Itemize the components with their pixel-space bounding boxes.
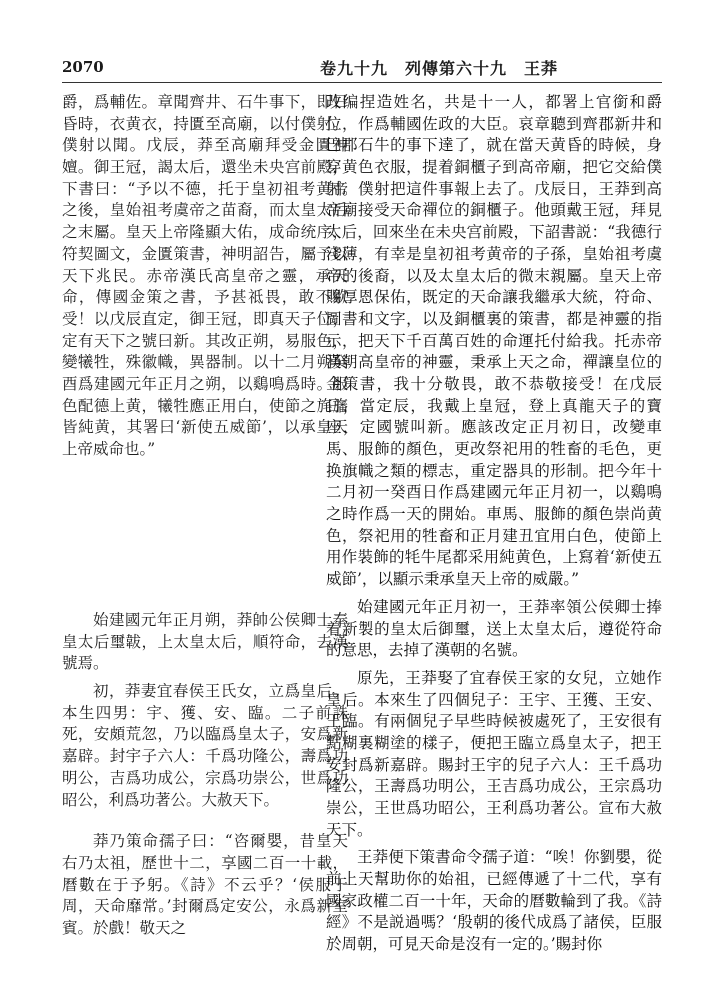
page-number: 2070 bbox=[62, 58, 104, 76]
translation-paragraph-2: 始建國元年正月初一，王莽率領公侯卿士捧着新製的皇太后御璽，送上太皇太后，遵從符命的意思，去掉了漢朝的名號。 bbox=[326, 597, 662, 660]
translation-paragraph-1: 改编捏造姓名，共是十一人，都署上官銜和爵位，作爲輔國佐政的大臣。哀章聽到齊郡新井和巴郡石牛的事下達了，就在當天黄昏的時候，身穿黄色衣服，提着銅櫃子到高帝廟，把它交給僕射。僕射把這件事報上去了。戊辰日，王莽到高帝廟接受天命禪位的銅櫃子。他頭戴王冠，拜見太后，回來坐在未央宫前殿，下詔書説：“我德行淺薄，有幸是皇初祖考黄帝的子孫，皇始祖考虞帝的後裔，以及太皇太后的微末親屬。皇天上帝賜厚恩保佑，既定的天命讓我繼承大統，符命、圖書和文字，以及銅櫃裏的策書，都是神靈的指示，把天下千百萬百姓的命運托付給我。托赤帝漢朝高皇帝的神靈，秉承上天之命，禪讓皇位的金策書，我十分敬畏，敢不恭敬接受！在戊辰日，當定辰，我戴上皇冠，登上真龍天子的寶座，定國號叫新。應該改定正月初日，改變車馬、服飾的顏色，更改祭祀用的牲畜的毛色，更换旗幟之類的標志，重定器具的形制。把今年十二月初一癸酉日作爲建國元年正月初一，以鷄鳴之時作爲一天的開始。車馬、服飾的顏色崇尚黄色，祭祀用的牲畜和正月建丑宜用白色，使節上用作裝飾的牦牛尾都采用純黄色，上寫着‘新使五威節’，以顯示秉承皇天上帝的威嚴。” bbox=[326, 93, 662, 589]
classical-paragraph-2: 始建國元年正月朔，莽帥公侯卿士奉皇太后璽韍，上太皇太后，順符命，去漢號焉。 bbox=[62, 611, 348, 673]
translation-paragraph-3: 原先，王莽娶了宜春侯王家的女兒，立她作皇后。本來生了四個兒子：王宇、王獲、王安、王臨。有兩個兒子早些時候被處死了，王安很有點糊裏糊塗的樣子，便把王臨立爲皇太子，把王安封爲新嘉辟。賜封王宇的兒子六人：王千爲功隆公，王壽爲功明公，王吉爲功成公，王宗爲功崇公，王世爲功昭公，王利爲功著公。宣布大赦天下。 bbox=[326, 668, 662, 839]
classical-text-column-lower bbox=[62, 610, 348, 940]
translation-column bbox=[326, 92, 662, 956]
running-title: 卷九十九 列傳第六十九 王莽 bbox=[320, 59, 559, 78]
translation-paragraph-4: 王莽便下策書命令孺子道：“唉！你劉嬰，從前上天幫助你的始祖，已經傳遞了十二代，享有國家政權二百一十年，天命的曆數輪到了我。《詩經》不是説過嗎？‘殷朝的後代成爲了諸侯，臣服於周朝，可見天命是沒有一定的。’賜封你 bbox=[326, 848, 662, 954]
classical-text-column bbox=[62, 92, 348, 461]
page-header bbox=[62, 56, 662, 80]
classical-paragraph-1: 爵，爲輔佐。章聞齊井、石牛事下，即日昏時，衣黄衣，持匱至高廟，以付僕射。僕射以聞。戊辰，莽至高廟拜受金匱神嬗。御王冠，謁太后，還坐未央宫前殿，下書曰：“予以不德，托于皇初祖考黄帝之後，皇始祖考虞帝之苗裔，而太皇太后之末屬。皇天上帝隆顯大佑，成命统序，符契圖文，金匱策書，神明詔告，屬予以天下兆民。赤帝漢氏高皇帝之靈，承天命，傳國金策之書，予甚祗畏，敢不欽受！以戊辰直定，御王冠，即真天子位，定有天下之號曰新。其改正朔，易服色，變犧牲，殊徽幟，異器制。以十二月朔癸酉爲建國元年正月之朔，以鷄鳴爲時。服色配德上黄，犧牲應正用白，使節之旄旛皆純黄，其署曰‘新使五威節’，以承皇天上帝威命也。” bbox=[62, 93, 348, 458]
classical-paragraph-4: 莽乃策命孺子曰：“咨爾嬰，昔皇天右乃太祖，歷世十二，享國二百一十載，曆數在于予躬。《詩》不云乎？‘侯服于周，天命靡常。’封爾爲定安公，永爲新室賓。於戲！敬天之 bbox=[62, 832, 348, 937]
classical-paragraph-3: 初，莽妻宜春侯王氏女，立爲皇后。本生四男：宇、獲、安、臨。二子前誅死，安頗荒忽，乃以臨爲皇太子，安爲新嘉辟。封宇子六人：千爲功隆公，壽爲功明公，吉爲功成公，宗爲功崇公，世爲功昭公，利爲功著公。大赦天下。 bbox=[62, 682, 348, 809]
header-rule bbox=[62, 82, 662, 83]
